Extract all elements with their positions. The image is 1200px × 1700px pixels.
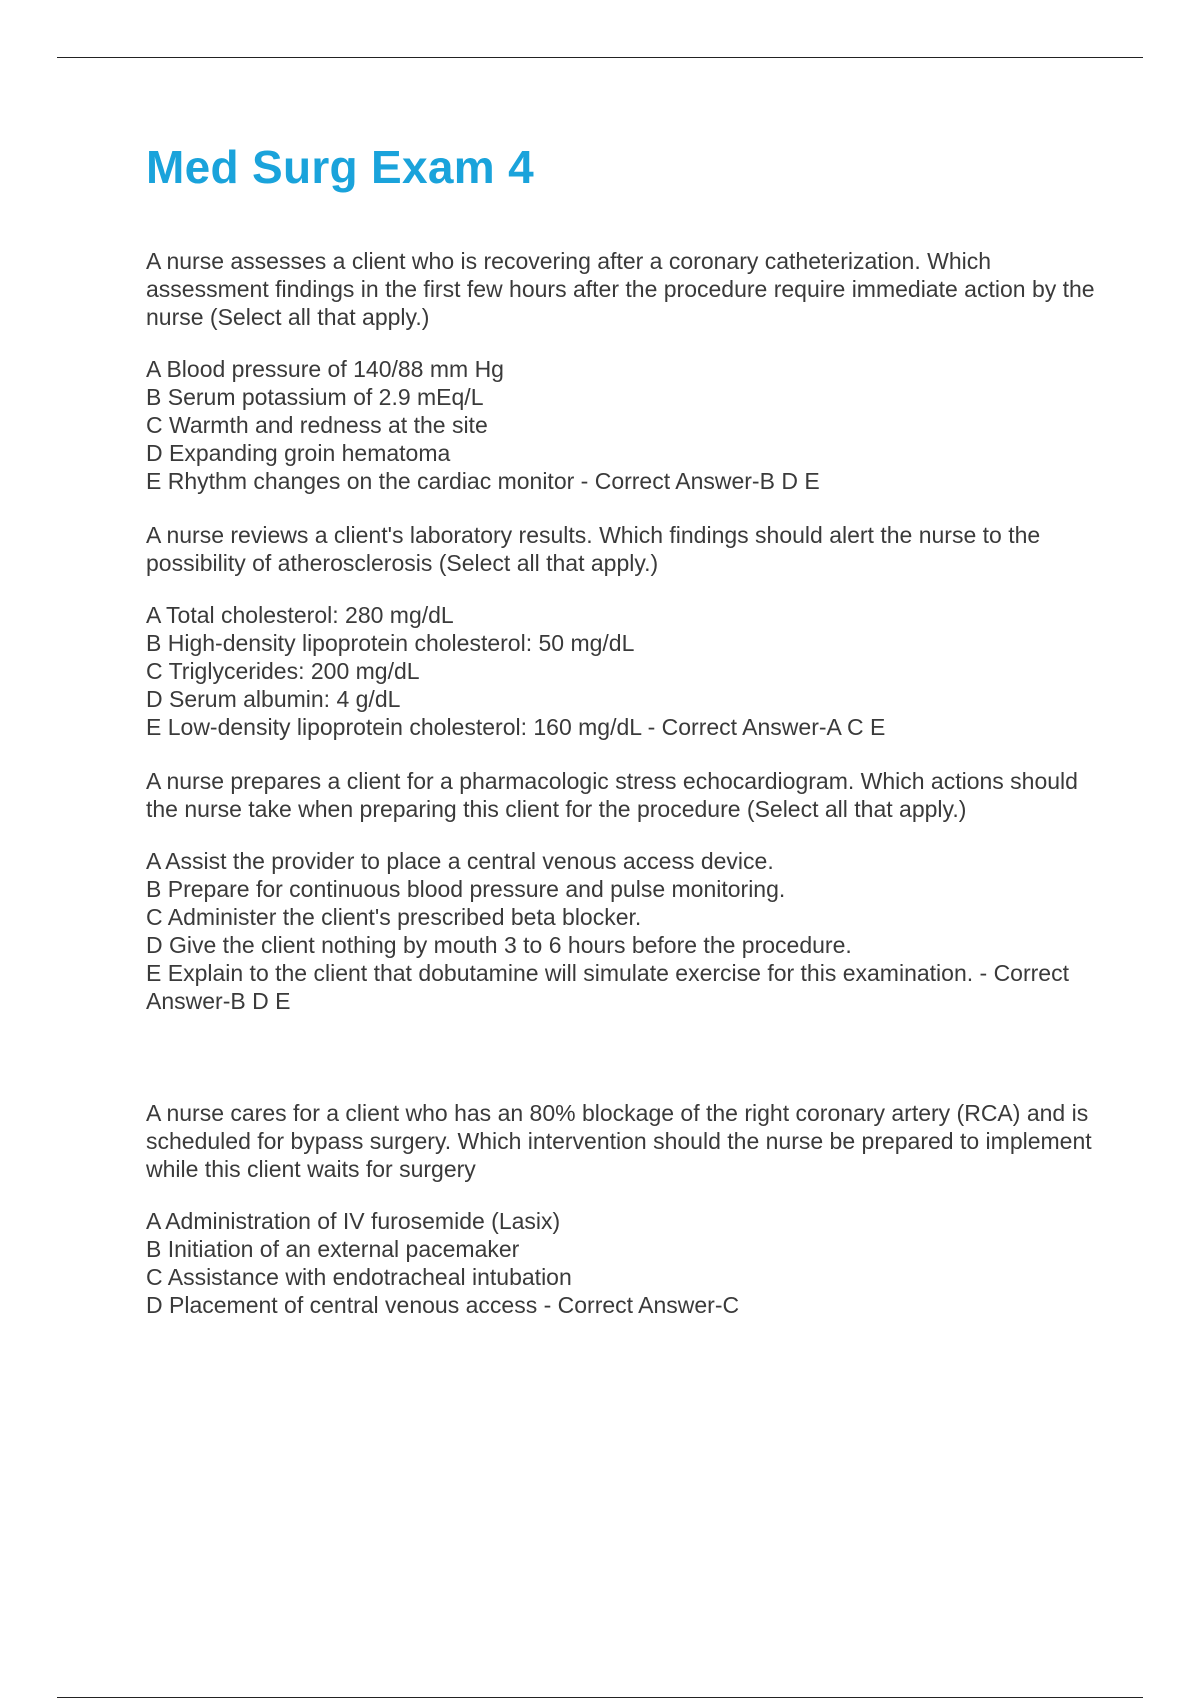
answer-options: [146, 355, 1106, 495]
option-d: D Serum albumin: 4 g/dL: [146, 686, 401, 713]
option-a: A Blood pressure of 140/88 mm Hg: [146, 356, 504, 383]
option-e-with-answer: E Explain to the client that dobutamine will simulate exercise for this examination. - Correct Answer-B D E: [146, 960, 1069, 1015]
option-d: D Expanding groin hematoma: [146, 440, 451, 467]
question-stem: A nurse reviews a client's laboratory results. Which findings should alert the nurse to the possibility of atherosclerosis (Select all that apply.): [146, 522, 1041, 577]
option-a: A Administration of IV furosemide (Lasix): [146, 1208, 561, 1235]
option-d: D Give the client nothing by mouth 3 to 6 hours before the procedure.: [146, 932, 852, 959]
option-b: B Prepare for continuous blood pressure and pulse monitoring.: [146, 876, 786, 903]
option-c: C Administer the client's prescribed beta blocker.: [146, 904, 642, 931]
question-3: [146, 767, 1106, 1015]
option-d-with-answer: D Placement of central venous access - Correct Answer-C: [146, 1292, 740, 1319]
top-rule: [57, 57, 1143, 58]
question-stem: A nurse prepares a client for a pharmacologic stress echocardiogram. Which actions should the nurse take when preparing this client for the procedure (Select all that apply.): [146, 768, 1078, 823]
question-2: [146, 521, 1106, 741]
option-c: C Triglycerides: 200 mg/dL: [146, 658, 420, 685]
answer-options: [146, 847, 1106, 1015]
answer-options: [146, 601, 1106, 741]
question-1: [146, 247, 1106, 495]
bottom-rule: [57, 1697, 1143, 1698]
answer-options: [146, 1207, 1106, 1319]
question-stem: A nurse cares for a client who has an 80% blockage of the right coronary artery (RCA) and is scheduled for bypass surgery. Which intervention should the nurse be prepared to implement while this client waits for surgery: [146, 1100, 1092, 1183]
option-b: B Serum potassium of 2.9 mEq/L: [146, 384, 484, 411]
option-c: C Warmth and redness at the site: [146, 412, 488, 439]
option-b: B High-density lipoprotein cholesterol: 50 mg/dL: [146, 630, 635, 657]
document-title: Med Surg Exam 4: [146, 141, 534, 193]
question-stem: A nurse assesses a client who is recovering after a coronary catheterization. Which assessment findings in the first few hours after the procedure require immediate action by the nurse (Select all that apply.): [146, 248, 1095, 331]
option-a: A Total cholesterol: 280 mg/dL: [146, 602, 454, 629]
option-b: B Initiation of an external pacemaker: [146, 1236, 520, 1263]
option-e-with-answer: E Rhythm changes on the cardiac monitor - Correct Answer-B D E: [146, 468, 820, 495]
document-body: [146, 140, 1106, 1319]
option-e-with-answer: E Low-density lipoprotein cholesterol: 160 mg/dL - Correct Answer-A C E: [146, 714, 886, 741]
option-a: A Assist the provider to place a central venous access device.: [146, 848, 774, 875]
option-c: C Assistance with endotracheal intubation: [146, 1264, 572, 1291]
question-4: [146, 1099, 1106, 1319]
